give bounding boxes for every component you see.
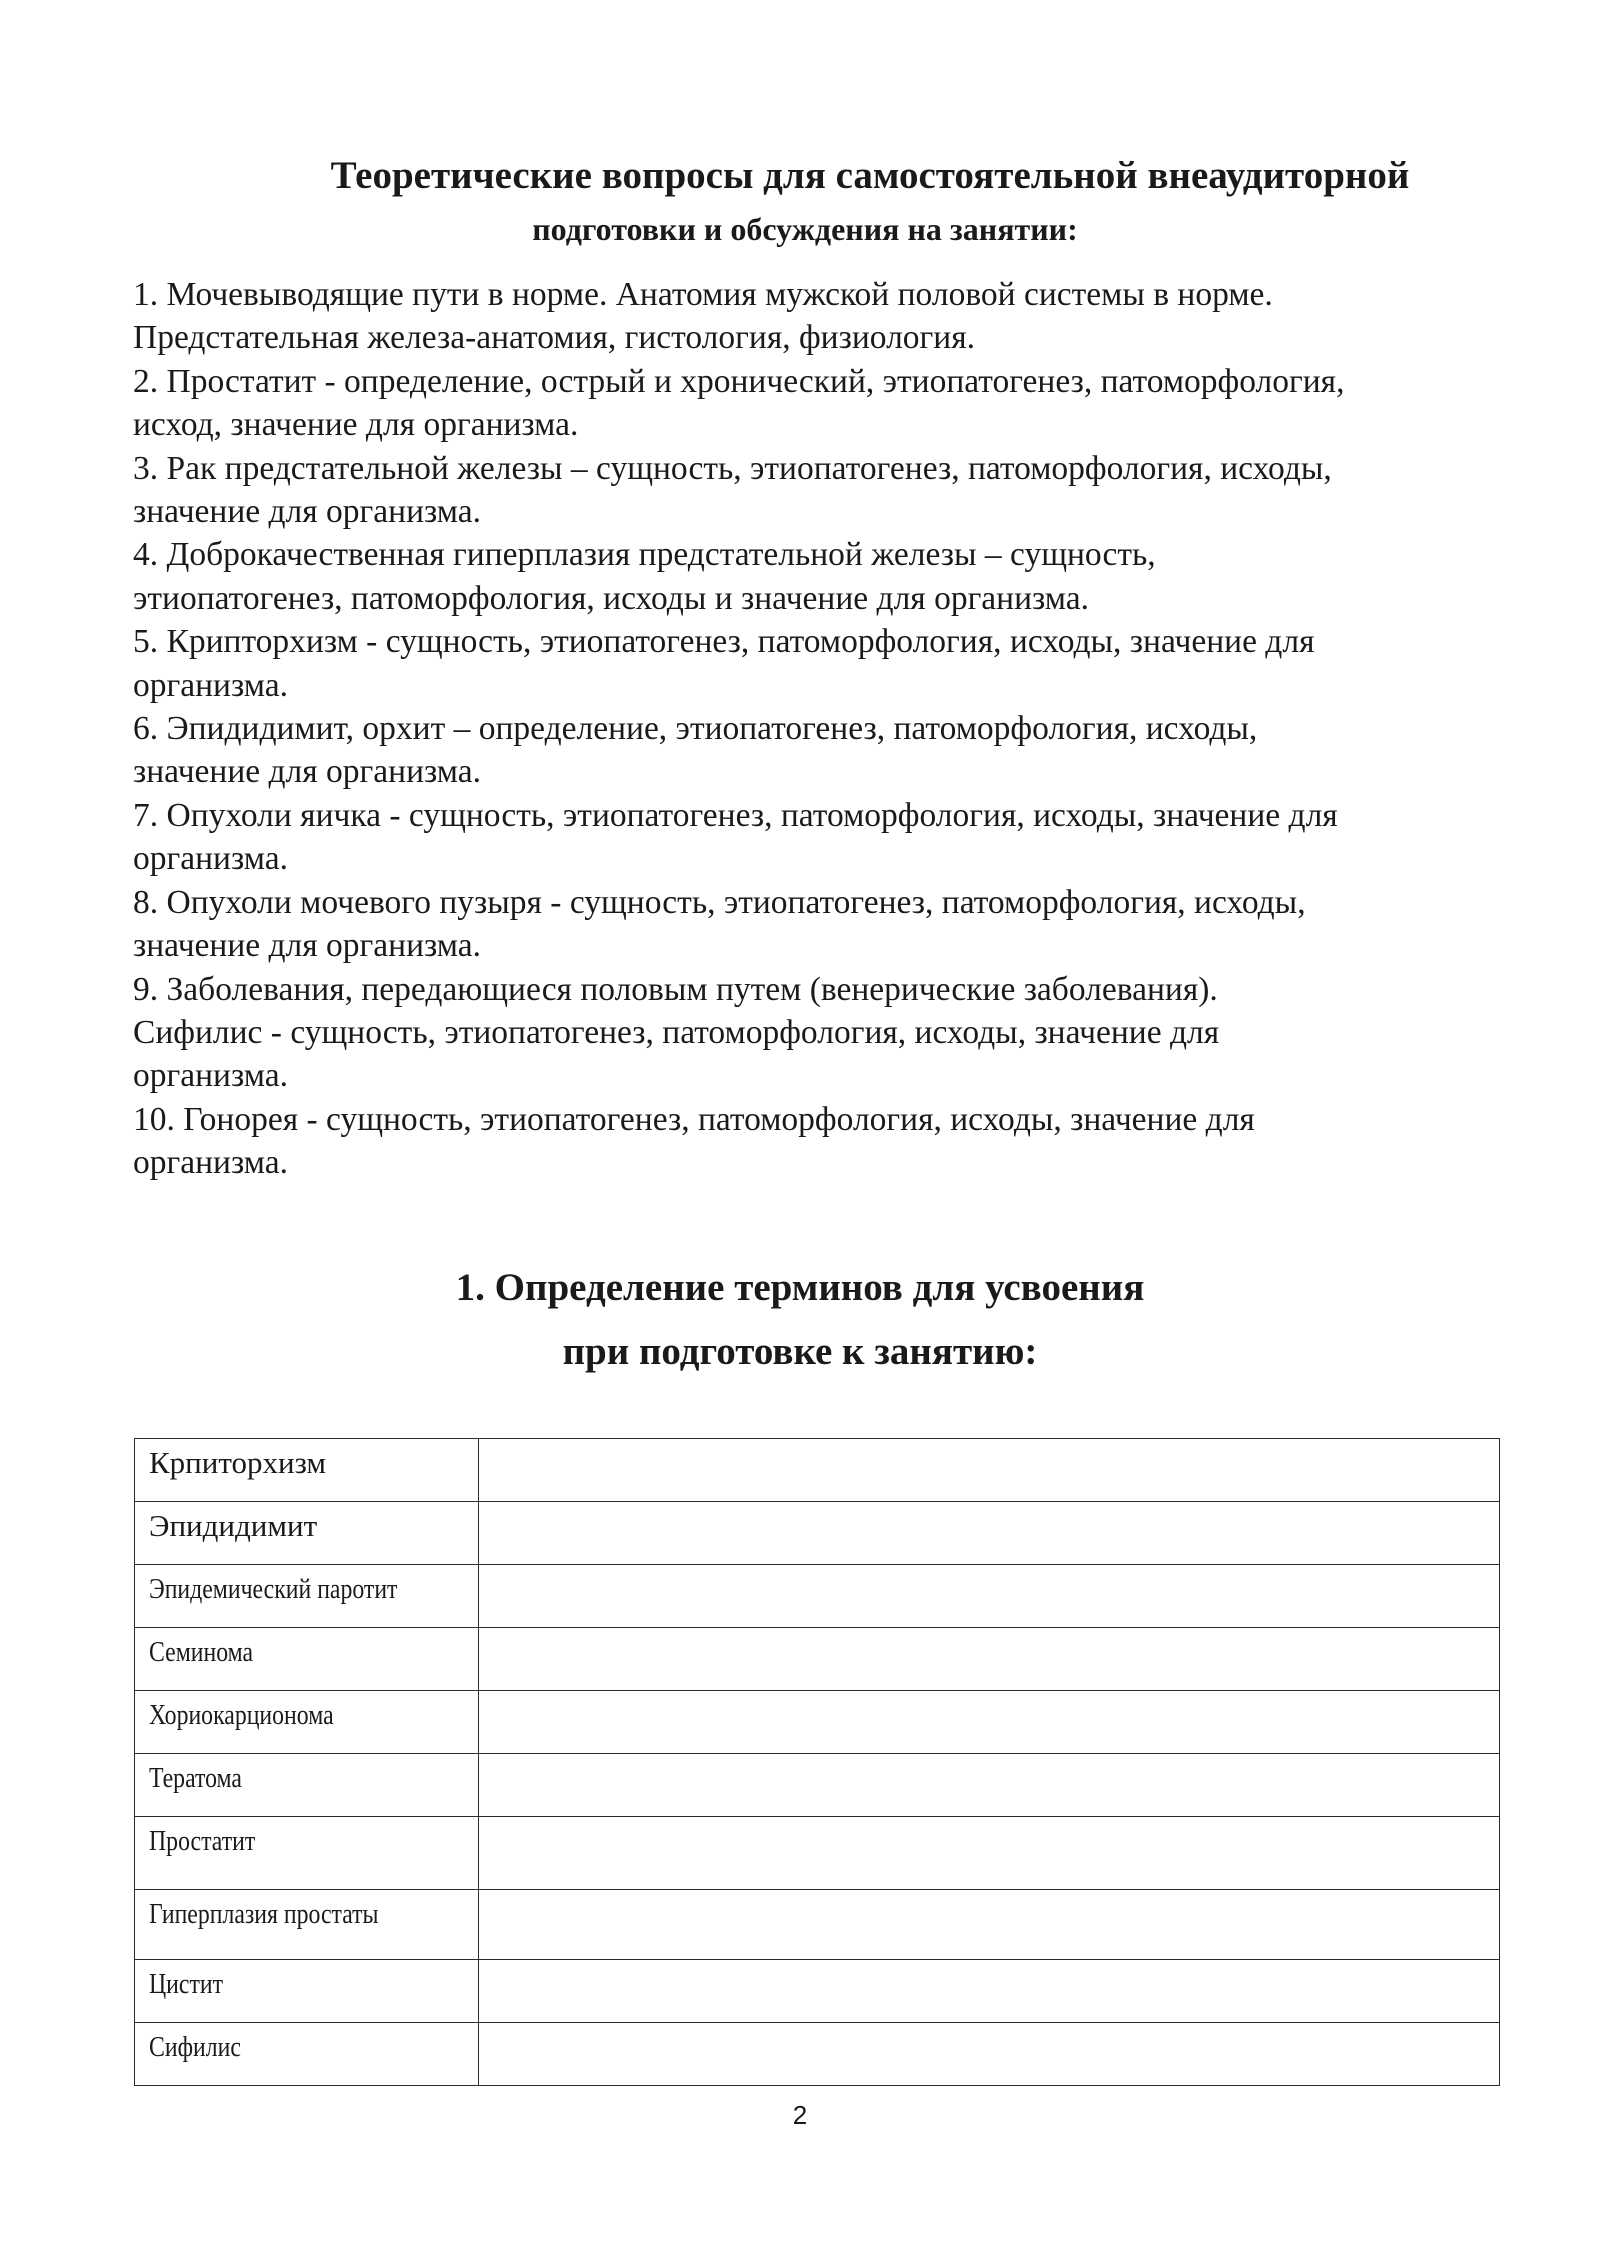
definition-cell[interactable] (478, 1502, 1499, 1565)
term-text: Эпидемический паротит (149, 1573, 398, 1605)
question-line: 9. Заболевания, передающиеся половым путем (венерические заболевания). (133, 970, 1218, 1008)
term-text: Семинома (149, 1636, 254, 1668)
table-row (135, 1754, 1500, 1817)
term-cell (135, 1565, 479, 1628)
table-row (135, 1565, 1500, 1628)
definition-cell[interactable] (478, 1565, 1499, 1628)
definition-cell[interactable] (478, 1890, 1499, 1960)
question-line: значение для организма. (133, 493, 481, 531)
term-cell (135, 1890, 479, 1960)
table-row (135, 1890, 1500, 1960)
term-text: Цистит (149, 1968, 223, 2000)
definition-cell[interactable] (478, 1628, 1499, 1691)
question-line: организма. (133, 1057, 288, 1095)
term-cell: Крпиторхизм (135, 1439, 479, 1502)
term-cell (135, 1817, 479, 1890)
page-subtitle: подготовки и обсуждения на занятии: (532, 211, 1078, 247)
question-line: этиопатогенез, патоморфология, исходы и значение для организма. (133, 579, 1090, 617)
section-heading: 1. Определение терминов для усвоения (455, 1266, 1145, 1309)
term-cell: Эпидидимит (135, 1502, 479, 1565)
question-line: 4. Доброкачественная гиперплазия предстательной железы – сущность, (133, 536, 1156, 574)
table-row (135, 1628, 1500, 1691)
definition-cell[interactable] (478, 2023, 1499, 2086)
table-row (135, 1817, 1500, 1890)
questions-list (133, 273, 1513, 1185)
question-line: 10. Гонорея - сущность, этиопатогенез, патоморфология, исходы, значение для (133, 1100, 1255, 1138)
question-line: Предстательная железа-анатомия, гистология, физиология. (133, 319, 975, 357)
term-text: Хориокарционома (149, 1699, 334, 1731)
term-text: Сифилис (149, 2031, 241, 2063)
term-cell (135, 2023, 479, 2086)
table-row (135, 1960, 1500, 2023)
page-number: 2 (792, 2100, 808, 2130)
definition-cell[interactable] (478, 1439, 1499, 1502)
question-line: 7. Опухоли яичка - сущность, этиопатогенез, патоморфология, исходы, значение для (133, 796, 1338, 834)
question-line: 8. Опухоли мочевого пузыря - сущность, этиопатогенез, патоморфология, исходы, (133, 883, 1306, 921)
terms-table (134, 1438, 1500, 2086)
page-title: Теоретические вопросы для самостоятельной внеаудиторной (330, 154, 1410, 197)
question-line: организма. (133, 666, 288, 704)
table-row (135, 2023, 1500, 2086)
term-text: Простатит (149, 1825, 256, 1857)
question-line: 3. Рак предстательной железы – сущность, этиопатогенез, патоморфология, исходы, (133, 449, 1332, 487)
question-line: 2. Простатит - определение, острый и хронический, этиопатогенез, патоморфология, (133, 362, 1345, 400)
question-line: Сифилис - сущность, этиопатогенез, патоморфология, исходы, значение для (133, 1013, 1220, 1051)
term-cell (135, 1628, 479, 1691)
term-cell (135, 1754, 479, 1817)
question-line: значение для организма. (133, 753, 481, 791)
question-line: значение для организма. (133, 927, 481, 965)
section-heading-line2: при подготовке к занятию: (562, 1330, 1038, 1373)
question-line: организма. (133, 1144, 288, 1182)
term-text: Тератома (149, 1762, 242, 1794)
definition-cell[interactable] (478, 1817, 1499, 1890)
question-line: 1. Мочевыводящие пути в норме. Анатомия мужской половой системы в норме. (133, 276, 1273, 313)
term-cell (135, 1691, 479, 1754)
term-text: Гиперплазия простаты (149, 1898, 379, 1930)
table-row (135, 1502, 1500, 1565)
definition-cell[interactable] (478, 1754, 1499, 1817)
definition-cell[interactable] (478, 1691, 1499, 1754)
question-line: организма. (133, 840, 288, 878)
table-row (135, 1691, 1500, 1754)
table-row (135, 1439, 1500, 1502)
question-line: 5. Крипторхизм - сущность, этиопатогенез, патоморфология, исходы, значение для (133, 623, 1315, 661)
definition-cell[interactable] (478, 1960, 1499, 2023)
question-line: исход, значение для организма. (133, 406, 579, 444)
term-cell (135, 1960, 479, 2023)
question-line: 6. Эпидидимит, орхит – определение, этиопатогенез, патоморфология, исходы, (133, 710, 1258, 748)
